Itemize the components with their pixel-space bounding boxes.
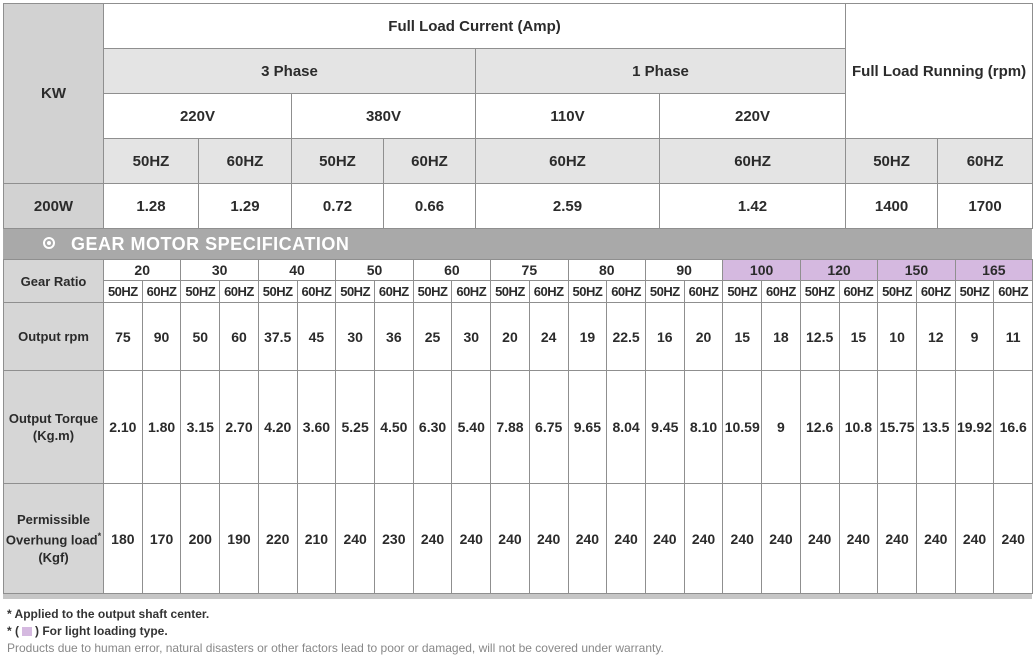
frequency-cell: 60HZ: [142, 281, 181, 303]
spec-value: 240: [491, 484, 530, 594]
frequency-cell: 60HZ: [684, 281, 723, 303]
spec-value: 37.5: [258, 303, 297, 371]
frequency-cell: 50HZ: [878, 281, 917, 303]
spec-value: 8.04: [607, 371, 646, 484]
spec-value: 230: [374, 484, 413, 594]
spec-value: 20: [684, 303, 723, 371]
note-suffix: ) For light loading type.: [35, 624, 168, 638]
three-phase-header: 3 Phase: [104, 49, 476, 94]
frequency-cell: 60HZ: [916, 281, 955, 303]
frequency-cell: 50HZ: [955, 281, 994, 303]
one-phase-header: 1 Phase: [476, 49, 846, 94]
spec-value: 75: [104, 303, 143, 371]
spec-value: 7.88: [491, 371, 530, 484]
spec-value: 15: [723, 303, 762, 371]
gear-motor-banner: [3, 229, 1032, 259]
frequency-cell: 50HZ: [258, 281, 297, 303]
spec-value: 36: [374, 303, 413, 371]
current-value: 0.66: [384, 184, 476, 229]
label-text: Output rpm: [18, 329, 89, 344]
gear-ratio-label: Gear Ratio: [4, 260, 104, 303]
gear-ratio-value: 80: [568, 260, 645, 281]
spec-value: 240: [839, 484, 878, 594]
spec-value: 24: [529, 303, 568, 371]
spec-value: 6.30: [413, 371, 452, 484]
spec-value: 9: [762, 371, 801, 484]
spec-value: 19.92: [955, 371, 994, 484]
gear-ratio-value: 90: [645, 260, 722, 281]
full-load-running-header: Full Load Running (rpm): [846, 4, 1033, 139]
spec-value: 240: [645, 484, 684, 594]
voltage-380v: 380V: [292, 94, 476, 139]
current-value: 2.59: [476, 184, 660, 229]
voltage-110v: 110V: [476, 94, 660, 139]
spec-value: 3.15: [181, 371, 220, 484]
gear-ratio-value: 100: [723, 260, 800, 281]
gear-ratio-value: 150: [878, 260, 955, 281]
spec-value: 4.50: [374, 371, 413, 484]
footnote-mark: *: [97, 531, 102, 542]
gear-ratio-value: 120: [800, 260, 877, 281]
gear-ratio-value: 165: [955, 260, 1032, 281]
spec-value: 15: [839, 303, 878, 371]
gear-ratio-value: 30: [181, 260, 258, 281]
spec-value: 5.40: [452, 371, 491, 484]
spec-value: 200: [181, 484, 220, 594]
spec-value: 9.65: [568, 371, 607, 484]
spec-value: 13.5: [916, 371, 955, 484]
spec-value: 10.8: [839, 371, 878, 484]
frequency-cell: 50HZ: [104, 281, 143, 303]
note-light-loading: [7, 623, 664, 640]
frequency-cell: 60HZ: [762, 281, 801, 303]
spec-value: 19: [568, 303, 607, 371]
label-text: Output Torque: [8, 411, 99, 426]
spec-value: 4.20: [258, 371, 297, 484]
spec-value: 11: [994, 303, 1033, 371]
frequency-cell: 50HZ: [336, 281, 375, 303]
frequency-cell: 60HZ: [374, 281, 413, 303]
spec-value: 12: [916, 303, 955, 371]
gear-ratio-value: 75: [491, 260, 568, 281]
gear-ratio-value: 60: [413, 260, 490, 281]
frequency-cell: 60HZ: [452, 281, 491, 303]
rpm-value: 1400: [846, 184, 938, 229]
spec-value: 170: [142, 484, 181, 594]
gear-spec-table: [3, 259, 1033, 594]
frequency-cell: 60HZ: [839, 281, 878, 303]
gear-ratio-value: 20: [104, 260, 181, 281]
frequency-cell: 50HZ: [645, 281, 684, 303]
spec-value: 240: [529, 484, 568, 594]
hz-cell: 50HZ: [846, 139, 938, 184]
output-torque-label: [4, 371, 104, 484]
full-load-table: [3, 3, 1033, 229]
spec-value: 12.6: [800, 371, 839, 484]
spec-value: 240: [336, 484, 375, 594]
spec-value: 5.25: [336, 371, 375, 484]
spec-value: 30: [452, 303, 491, 371]
spec-value: 240: [568, 484, 607, 594]
hz-cell: 60HZ: [199, 139, 292, 184]
spec-value: 210: [297, 484, 336, 594]
current-value: 1.28: [104, 184, 199, 229]
spec-value: 3.60: [297, 371, 336, 484]
frequency-cell: 50HZ: [491, 281, 530, 303]
spec-value: 240: [762, 484, 801, 594]
rpm-value: 1700: [938, 184, 1033, 229]
frequency-cell: 50HZ: [181, 281, 220, 303]
label-unit: (Kg.m): [32, 428, 75, 443]
label-unit: (Kgf): [38, 549, 69, 565]
overhung-label: [4, 484, 104, 594]
spec-value: 10: [878, 303, 917, 371]
bullet-circle-icon: [43, 237, 55, 249]
light-loading-swatch: [22, 627, 32, 636]
hz-cell: 60HZ: [476, 139, 660, 184]
hz-cell: 50HZ: [104, 139, 199, 184]
spec-value: 240: [994, 484, 1033, 594]
frequency-cell: 60HZ: [607, 281, 646, 303]
spec-value: 50: [181, 303, 220, 371]
spec-value: 190: [220, 484, 259, 594]
gear-ratio-value: 50: [336, 260, 413, 281]
note-shaft-center: * Applied to the output shaft center.: [7, 607, 210, 621]
frequency-cell: 50HZ: [568, 281, 607, 303]
spec-value: 240: [684, 484, 723, 594]
current-value: 1.29: [199, 184, 292, 229]
label-text: Permissible: [17, 512, 90, 528]
current-value: 0.72: [292, 184, 384, 229]
spec-value: 240: [800, 484, 839, 594]
kw-header: KW: [4, 4, 104, 184]
spec-value: 60: [220, 303, 259, 371]
spec-value: 45: [297, 303, 336, 371]
frequency-cell: 60HZ: [994, 281, 1033, 303]
spec-value: 18: [762, 303, 801, 371]
spec-value: 6.75: [529, 371, 568, 484]
spec-value: 2.70: [220, 371, 259, 484]
spec-value: 8.10: [684, 371, 723, 484]
spec-value: 20: [491, 303, 530, 371]
spec-value: 90: [142, 303, 181, 371]
spec-value: 16.6: [994, 371, 1033, 484]
current-value: 1.42: [660, 184, 846, 229]
spec-value: 240: [916, 484, 955, 594]
spec-value: 22.5: [607, 303, 646, 371]
spec-value: 10.59: [723, 371, 762, 484]
spec-value: 2.10: [104, 371, 143, 484]
spec-value: 16: [645, 303, 684, 371]
spec-value: 30: [336, 303, 375, 371]
spec-value: 180: [104, 484, 143, 594]
hz-cell: 60HZ: [938, 139, 1033, 184]
voltage-220v-3phase: 220V: [104, 94, 292, 139]
hz-cell: 60HZ: [384, 139, 476, 184]
full-load-current-header: Full Load Current (Amp): [104, 4, 846, 49]
kw-row-label: 200W: [4, 184, 104, 229]
frequency-cell: 60HZ: [220, 281, 259, 303]
output-rpm-label: [4, 303, 104, 371]
frequency-cell: 50HZ: [723, 281, 762, 303]
spec-value: 9: [955, 303, 994, 371]
spec-value: 240: [452, 484, 491, 594]
banner-title: GEAR MOTOR SPECIFICATION: [71, 234, 350, 254]
label-text: Overhung load: [5, 532, 98, 548]
spec-value: 1.80: [142, 371, 181, 484]
frequency-cell: 60HZ: [297, 281, 336, 303]
spec-value: 240: [955, 484, 994, 594]
spec-value: 220: [258, 484, 297, 594]
spec-value: 12.5: [800, 303, 839, 371]
hz-cell: 60HZ: [660, 139, 846, 184]
spec-value: 240: [723, 484, 762, 594]
footnotes: [7, 606, 664, 657]
voltage-220v-1phase: 220V: [660, 94, 846, 139]
note-prefix: * (: [7, 624, 19, 638]
spec-value: 25: [413, 303, 452, 371]
frequency-cell: 60HZ: [529, 281, 568, 303]
spec-value: 9.45: [645, 371, 684, 484]
frequency-cell: 50HZ: [413, 281, 452, 303]
warranty-disclaimer: Products due to human error, natural disasters or other factors lead to poor or damaged, will not be covered under warranty.: [7, 641, 664, 655]
spec-value: 15.75: [878, 371, 917, 484]
hz-cell: 50HZ: [292, 139, 384, 184]
spec-value: 240: [878, 484, 917, 594]
spec-value: 240: [413, 484, 452, 594]
spec-value: 240: [607, 484, 646, 594]
gear-ratio-value: 40: [258, 260, 335, 281]
frequency-cell: 50HZ: [800, 281, 839, 303]
